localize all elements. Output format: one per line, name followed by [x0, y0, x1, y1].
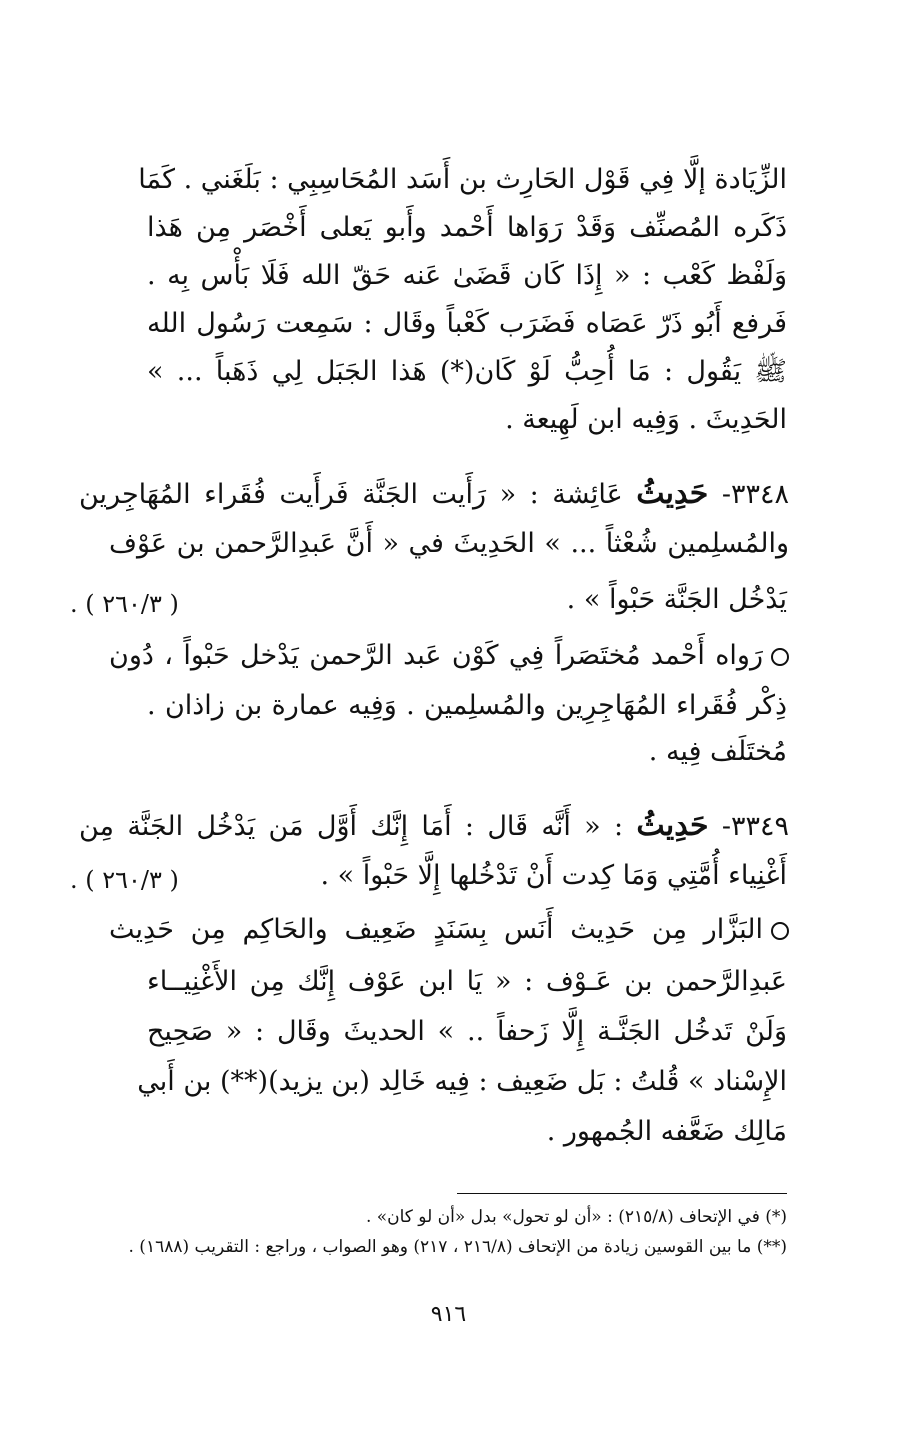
intro-line-3: وَلَفْظ كَعْب : « إِذَا كَان قَضَىٰ عَنه حَقّ الله فَلَا بَأْس بِه . — [147, 260, 787, 291]
comment-text: البَزَّار مِن حَدِيث أَنَس بِسَنَدٍ ضَعِيف والحَاكِم مِن حَدِيث — [109, 914, 763, 945]
hadith-3349-line-2: أَغْنِياء أُمَّتِي وَمَا كِدت أَنْ تَدْخُلها إِلَّا حَبْواً » . — [320, 860, 787, 891]
footnote-1: (*) في الإتحاف (٢١٥/٨) : «أن لو تحول» بدل «أن لو كان» . — [365, 1207, 787, 1227]
hadith-3348-line-3: يَدْخُل الجَنَّة حَبْواً » . — [566, 584, 787, 615]
hadith-3348-reference: ( ٢٦٠/٣ ) . — [70, 590, 179, 618]
hadith-3348-comment-line-3: مُختَلَف فِيه . — [648, 736, 787, 767]
hadith-number: ٣٣٤٩- — [721, 811, 789, 842]
hadith-3349-comment-line-1 — [109, 910, 789, 954]
hadith-3349-comment-line-2: عَبدِالرَّحمن بن عَـوْف : « يَا ابن عَوْف إِنَّك مِن الأَغْنِيــاء — [147, 966, 787, 997]
circle-bullet-icon — [771, 648, 789, 666]
hadith-number: ٣٣٤٨- — [721, 479, 789, 510]
intro-line-4: فَرفع أَبُو ذَرّ عَصَاه فَضَرَب كَعْباً وقَال : سَمِعت رَسُول الله — [147, 308, 787, 339]
hadith-3348-comment-line-2: ذِكْر فُقَراء المُهَاجِرِين والمُسلِمين . وَفِيه عمارة بن زاذان . — [147, 690, 787, 721]
hadith-3349-comment-line-4: الإِسْناد » قُلتُ : بَل ضَعِيف : فِيه خَالِد (بن يزيد)(**) بن أَبي — [137, 1066, 787, 1097]
hadith-3348-line-1 — [79, 474, 789, 518]
intro-line-1: الزِّيَادة إلَّا فِي قَوْل الحَارِث بن أَسَد المُحَاسِبِي : بَلَغَني . كَمَا — [138, 164, 787, 195]
intro-line-5: ﷺ يَقُول : مَا أُحِبُّ لَوْ كَان(*) هَذا الجَبَل لِي ذَهَباً ... » — [147, 356, 787, 387]
intro-line-6: الحَدِيثَ . وَفِيه ابن لَهِيعة . — [505, 404, 787, 435]
circle-bullet-icon — [771, 922, 789, 940]
hadith-3348-comment-line-1 — [109, 636, 789, 680]
hadith-3349-line-1 — [79, 806, 789, 850]
footnote-2: (**) ما بين القوسين زيادة من الإتحاف (٢١٦/٨ ، ٢١٧) وهو الصواب ، وراجع : التقريب (١٦٨٨) . — [128, 1237, 787, 1257]
hadith-3349-reference: ( ٢٦٠/٣ ) . — [70, 866, 179, 894]
hadith-text: : « أَنَّه قَال : أَمَا إِنَّك أَوَّل مَن يَدْخُل الجَنَّة مِن — [79, 811, 624, 842]
intro-line-2: ذَكَره المُصنِّف وَقَدْ رَوَاها أَحْمد وأَبو يَعلى أَخْصَر مِن هَذا — [147, 212, 787, 243]
hadith-3349-comment-line-3: وَلَنْ تَدخُل الجَنَّـة إِلَّا زَحفاً .. » الحديثَ وقَال : « صَحِيح — [147, 1016, 787, 1047]
comment-text: رَواه أَحْمد مُختَصَراً فِي كَوْن عَبد الرَّحمن يَدْخل حَبْواً ، دُون — [109, 640, 763, 671]
hadith-heading-word: حَدِيثُ — [636, 808, 709, 843]
hadith-3349-comment-line-5: مَالِك ضَعَّفه الجُمهور . — [546, 1116, 787, 1147]
hadith-heading-word: حَدِيثُ — [636, 476, 709, 511]
page-number: ٩١٦ — [430, 1302, 467, 1327]
footnote-divider — [457, 1193, 787, 1194]
hadith-text: عَائِشة : « رَأَيت الجَنَّة فَرأَيت فُقَراء المُهَاجِرين — [79, 479, 623, 510]
hadith-3348-line-2: والمُسلِمين شُعْثاً ... » الحَدِيثَ في « أَنَّ عَبدِالرَّحمن بن عَوْف — [109, 528, 789, 559]
